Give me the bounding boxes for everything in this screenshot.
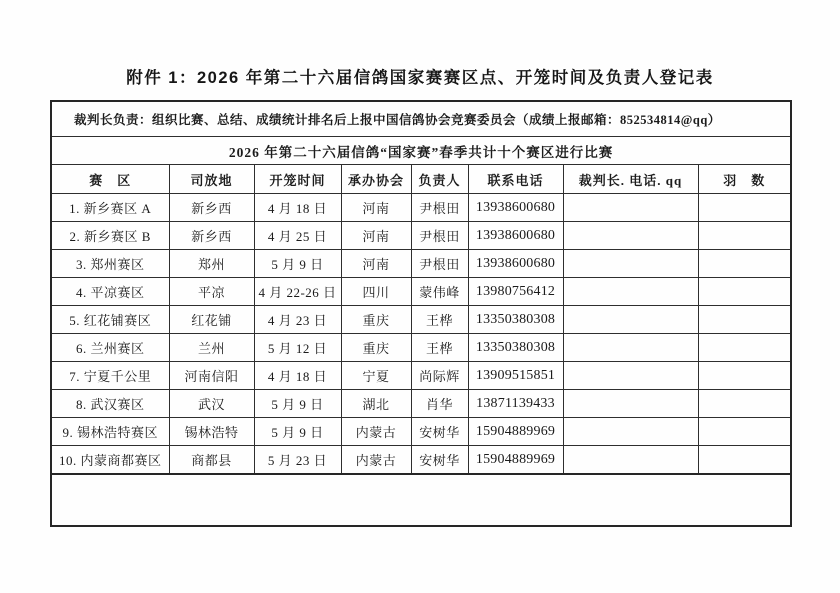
person-cell: 肖华 [411, 390, 468, 418]
col-header-feather-count: 羽 数 [698, 165, 791, 194]
cage-time-cell: 5 月 9 日 [254, 418, 341, 446]
table-subtitle: 2026 年第二十六届信鸽“国家赛”春季共计十个赛区进行比赛 [51, 137, 791, 165]
col-header-release-site: 司放地 [169, 165, 254, 194]
feather-count-cell [698, 446, 791, 475]
table-header-row [51, 165, 791, 194]
feather-count-cell [698, 362, 791, 390]
phone-cell: 13938600680 [468, 194, 563, 222]
person-cell: 尹根田 [411, 194, 468, 222]
person-cell: 尹根田 [411, 250, 468, 278]
notice-row [51, 101, 791, 137]
cage-time-cell: 4 月 25 日 [254, 222, 341, 250]
zone-cell: 7. 宁夏千公里 [51, 362, 169, 390]
host-association-cell: 湖北 [341, 390, 411, 418]
zone-cell: 2. 新乡赛区 B [51, 222, 169, 250]
col-header-host-association: 承办协会 [341, 165, 411, 194]
release-site-cell: 郑州 [169, 250, 254, 278]
host-association-cell: 河南 [341, 250, 411, 278]
release-site-cell: 新乡西 [169, 222, 254, 250]
judge-contact-cell [563, 250, 698, 278]
person-cell: 王桦 [411, 306, 468, 334]
table-row [51, 418, 791, 446]
person-cell: 蒙伟峰 [411, 278, 468, 306]
cage-time-cell: 5 月 9 日 [254, 390, 341, 418]
cage-time-cell: 5 月 23 日 [254, 446, 341, 475]
release-site-cell: 锡林浩特 [169, 418, 254, 446]
judge-contact-cell [563, 334, 698, 362]
col-header-judge-contact: 裁判长. 电话. qq [563, 165, 698, 194]
release-site-cell: 武汉 [169, 390, 254, 418]
cage-time-cell: 4 月 23 日 [254, 306, 341, 334]
cage-time-cell: 4 月 18 日 [254, 194, 341, 222]
table-row [51, 334, 791, 362]
release-site-cell: 河南信阳 [169, 362, 254, 390]
zone-cell: 5. 红花铺赛区 [51, 306, 169, 334]
phone-cell: 13871139433 [468, 390, 563, 418]
phone-cell: 13350380308 [468, 306, 563, 334]
feather-count-cell [698, 390, 791, 418]
col-header-contact-phone: 联系电话 [468, 165, 563, 194]
feather-count-cell [698, 194, 791, 222]
person-cell: 尚际辉 [411, 362, 468, 390]
release-site-cell: 平凉 [169, 278, 254, 306]
phone-cell: 13909515851 [468, 362, 563, 390]
table-row [51, 362, 791, 390]
judge-contact-cell [563, 390, 698, 418]
host-association-cell: 内蒙古 [341, 418, 411, 446]
phone-cell: 15904889969 [468, 446, 563, 475]
host-association-cell: 重庆 [341, 334, 411, 362]
cage-time-cell: 5 月 9 日 [254, 250, 341, 278]
judge-contact-cell [563, 306, 698, 334]
table-row [51, 194, 791, 222]
release-site-cell: 新乡西 [169, 194, 254, 222]
phone-cell: 13938600680 [468, 222, 563, 250]
zone-cell: 1. 新乡赛区 A [51, 194, 169, 222]
zone-cell: 4. 平凉赛区 [51, 278, 169, 306]
feather-count-cell [698, 250, 791, 278]
judge-contact-cell [563, 222, 698, 250]
col-header-cage-time: 开笼时间 [254, 165, 341, 194]
empty-footer-row [51, 474, 791, 526]
cage-time-cell: 4 月 18 日 [254, 362, 341, 390]
judge-contact-cell [563, 194, 698, 222]
host-association-cell: 宁夏 [341, 362, 411, 390]
col-header-zone: 赛 区 [51, 165, 169, 194]
phone-cell: 15904889969 [468, 418, 563, 446]
zone-cell: 9. 锡林浩特赛区 [51, 418, 169, 446]
feather-count-cell [698, 418, 791, 446]
table-row [51, 306, 791, 334]
chief-judge-notice: 裁判长负责：组织比赛、总结、成绩统计排名后上报中国信鸽协会竞赛委员会（成绩上报邮箱：852534814@qq） [51, 101, 791, 137]
table-row [51, 390, 791, 418]
feather-count-cell [698, 334, 791, 362]
release-site-cell: 商都县 [169, 446, 254, 475]
table-row [51, 278, 791, 306]
host-association-cell: 内蒙古 [341, 446, 411, 475]
host-association-cell: 四川 [341, 278, 411, 306]
judge-contact-cell [563, 418, 698, 446]
person-cell: 安树华 [411, 446, 468, 475]
col-header-person-in-charge: 负责人 [411, 165, 468, 194]
table-row [51, 222, 791, 250]
person-cell: 尹根田 [411, 222, 468, 250]
zone-cell: 10. 内蒙商都赛区 [51, 446, 169, 475]
table-row [51, 446, 791, 475]
zone-cell: 8. 武汉赛区 [51, 390, 169, 418]
zone-cell: 6. 兰州赛区 [51, 334, 169, 362]
feather-count-cell [698, 306, 791, 334]
judge-contact-cell [563, 362, 698, 390]
cage-time-cell: 4 月 22-26 日 [254, 278, 341, 306]
table-row [51, 250, 791, 278]
release-site-cell: 红花铺 [169, 306, 254, 334]
phone-cell: 13980756412 [468, 278, 563, 306]
phone-cell: 13938600680 [468, 250, 563, 278]
judge-contact-cell [563, 278, 698, 306]
registration-table [50, 100, 792, 527]
host-association-cell: 重庆 [341, 306, 411, 334]
phone-cell: 13350380308 [468, 334, 563, 362]
cage-time-cell: 5 月 12 日 [254, 334, 341, 362]
blank-footer-cell [51, 474, 791, 526]
feather-count-cell [698, 278, 791, 306]
host-association-cell: 河南 [341, 222, 411, 250]
zone-cell: 3. 郑州赛区 [51, 250, 169, 278]
feather-count-cell [698, 222, 791, 250]
release-site-cell: 兰州 [169, 334, 254, 362]
host-association-cell: 河南 [341, 194, 411, 222]
person-cell: 安树华 [411, 418, 468, 446]
judge-contact-cell [563, 446, 698, 475]
subtitle-row [51, 137, 791, 165]
person-cell: 王桦 [411, 334, 468, 362]
document-title: 附件 1：2026 年第二十六届信鸽国家赛赛区点、开笼时间及负责人登记表 [126, 69, 714, 87]
